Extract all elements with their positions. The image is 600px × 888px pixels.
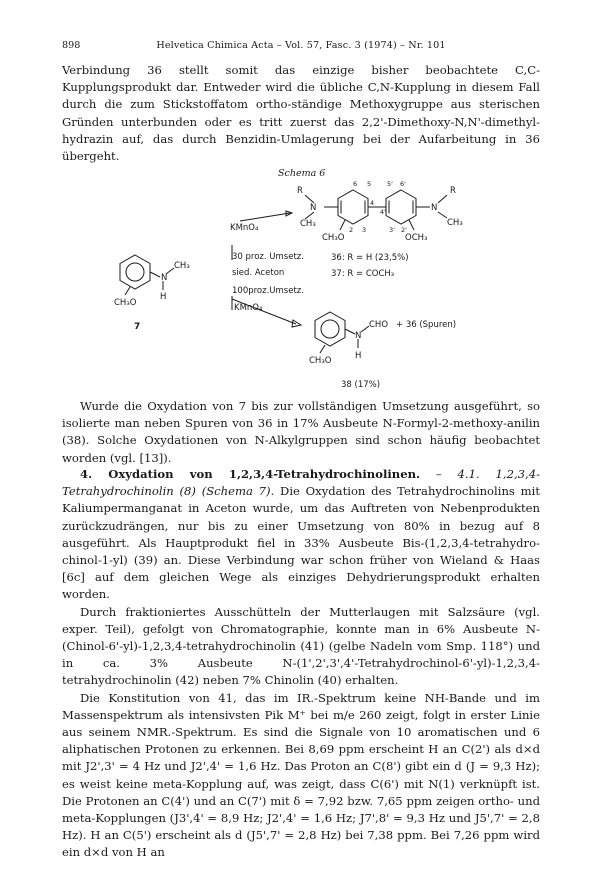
ring-num-2: 2 (349, 226, 354, 234)
paragraph-1 (62, 62, 540, 165)
running-header (62, 40, 540, 54)
paragraph-2 (62, 398, 540, 467)
ring-num-6p: 6' (400, 180, 406, 188)
section-text: Die Oxydation des Tetrahydrochinolins mit Kaliumpermanganat in Aceton wurde, um das Auftreten von Nebenprodukten zurückzudrängen, nur bis zu einer Umsetzung von 80% in bezug auf 8 ausgeführt. Als Hauptprodukt fiel in 33% Ausbeute Bis-(1,2,3,4-tetrahydro-chinol-1-yl) (39) an. Diese Verbindung war schon früher von Wieland & Haas [6c] auf dem gleichen Wege als einziges Dehydrierungsprodukt erhalten worden. (62, 484, 540, 602)
right-ring (386, 190, 416, 224)
section-4-paragraph: 4. Oxydation von 1,2,3,4-Tetrahydrochinolinen. – 4.1. 1,2,3,4-Tetrahydrochinolin (8) (Schema 7). Die Oxydation des Tetrahydrochinolins mit Kaliumpermanganat in Aceton wurde, um das Auftreten von Nebenprodukten zurückzudrängen, nur bis zu einer Umsetzung von 80% in bezug auf 8 ausgeführt. Als Hauptprodukt fiel in 33% Ausbeute Bis-(1,2,3,4-tetrahydro-chinol-1-yl) (39) an. Diese Verbindung war schon früher von Wieland & Haas [6c] auf dem gleichen Wege als einziges Dehydrierungsprodukt erhalten worden. (62, 467, 540, 602)
section-4 (62, 466, 540, 862)
label-N-right: N (431, 203, 438, 213)
cond-30proz: 30 proz. Umsetz. (232, 252, 304, 262)
label-CH3O: CH₃O (322, 233, 345, 243)
compound-38-CH3O: CH₃O (309, 356, 332, 366)
compound-38-H: H (355, 351, 362, 361)
spuren-label: + 36 (Spuren) (396, 320, 457, 330)
compound-7-label: 7 (134, 322, 141, 332)
cond-kmno4-lower: KMnO₄ (234, 303, 263, 313)
biaryl-structure (240, 190, 447, 230)
scheme-6 (100, 162, 540, 394)
compound-38-label: 38 (17%) (341, 380, 381, 390)
label-CH3-left: CH₃ (300, 219, 316, 229)
compound-7-H: H (160, 292, 167, 302)
ring-num-6: 6 (353, 180, 358, 188)
label-R-left: R (297, 186, 303, 196)
ring-num-3p: 3' (389, 226, 395, 234)
label-N-left: N (310, 203, 317, 213)
label-R-right: R (450, 186, 456, 196)
compound-7-CH3: CH₃ (174, 261, 190, 271)
paragraph-4-text: Durch fraktioniertes Ausschütteln der Mutterlaugen mit Salzsäure (vgl. exper. Teil), gefolgt von Chromatographie, konnte man in 6% Ausbeute N-(Chinol-6'-yl)-1,2,3,4-tetrahydrochinolin (41) (gelbe Nadeln vom Smp. 118°) und in ca. 3% Ausbeute N-(1',2',3',4'-Tetrahydrochinol-6'-yl)-1,2,3,4-tetrahydrochinolin (42) neben 7% Chinolin (40) erhalten. (62, 604, 540, 688)
running-head: Helvetica Chimica Acta – Vol. 57, Fasc. 3 (1974) – Nr. 101 (156, 40, 446, 51)
ring-num-5p: 5' (387, 180, 393, 188)
section-subheading: 4.1. 1,2,3,4-Tetrahydrochinolin (8) (Schema 7). (62, 467, 540, 499)
label-OCH3: OCH₃ (405, 233, 428, 243)
paragraph-2-text: Wurde die Oxydation von 7 bis zur vollständigen Umsetzung ausgeführt, so isolierte man neben Spuren von 36 in 17% Ausbeute N-Formyl-2-methoxy-anilin (38). Solche Oxydationen von N-Alkylgruppen sind schon häufig beobachtet worden (vgl. [13]). (62, 399, 540, 465)
compound-36-label: 36: R = H (23,5%) (331, 253, 409, 263)
ring-num-4p: 4' (380, 208, 386, 216)
compound-7-CH3O: CH₃O (114, 298, 137, 308)
cond-kmno4-upper: KMnO₄ (230, 223, 259, 233)
cond-aceton: sied. Aceton (232, 268, 285, 278)
ring-num-3: 3 (362, 226, 367, 234)
left-ring (338, 190, 368, 224)
compound-38-N: N (355, 331, 362, 341)
section-heading: 4. Oxydation von 1,2,3,4-Tetrahydrochinolinen. (80, 467, 421, 481)
scheme-6-drawing (100, 162, 540, 394)
paragraph-5-text: Die Konstitution von 41, das im IR.-Spektrum keine NH-Bande und im Massenspektrum als intensivsten Pik M⁺ bei m/e 260 zeigt, folgt in erster Linie aus seinem NMR.-Spektrum. Es sind die Signale von 10 aromatischen und 6 aliphatischen Protonen zu erkennen. Bei 8,69 ppm erscheint H an C(2') als d×d mit J2',3' = 4 Hz und J2',4' = 1,6 Hz. Das Proton an C(8') gibt ein d (J = 9,3 Hz); es weist keine meta-Kopplung auf, was zeigt, dass C(6') mit N(1) verknüpft ist. Die Protonen an C(4') und an C(7') mit δ = 7,92 bzw. 7,65 ppm zeigen ortho- und meta-Kopplungen (J3',4' = 8,9 Hz; J2',4' = 1,6 Hz; J7',8' = 9,3 Hz und J5',7' = 2,8 Hz). H an C(5') erscheint als d (J5',7' = 2,8 Hz) bei 7,38 ppm. Bei 7,26 ppm wird ein d×d von H an (62, 690, 540, 860)
label-CH3-right: CH₃ (447, 218, 463, 228)
ring-num-2p: 2' (401, 226, 407, 234)
scheme-title: Schema 6 (278, 168, 326, 179)
paragraph-1-text: Verbindung 36 stellt somit das einzige bisher beobachtete C,C-Kupplungsprodukt dar. Entweder wird die übliche C,N-Kupplung in diesem Fall durch die zum Stickstoffatom ortho-ständige Methoxygruppe aus sterischen Gründen unterbunden oder es tritt zuerst das 2,2'-Dimethoxy-N,N'-dimethyl-hydrazin auf, das durch Benzidin-Umlagerung bei der Aufarbeitung in 36 übergeht. (62, 63, 540, 164)
page-number: 898 (62, 40, 81, 51)
ring-num-4: 4 (370, 199, 375, 207)
compound-38-CHO: CHO (369, 320, 389, 330)
compound-7-N: N (161, 273, 168, 283)
ring-num-5: 5 (367, 180, 372, 188)
cond-100proz: 100proz.Umsetz. (232, 286, 304, 296)
compound-37-label: 37: R = COCH₃ (331, 269, 395, 279)
